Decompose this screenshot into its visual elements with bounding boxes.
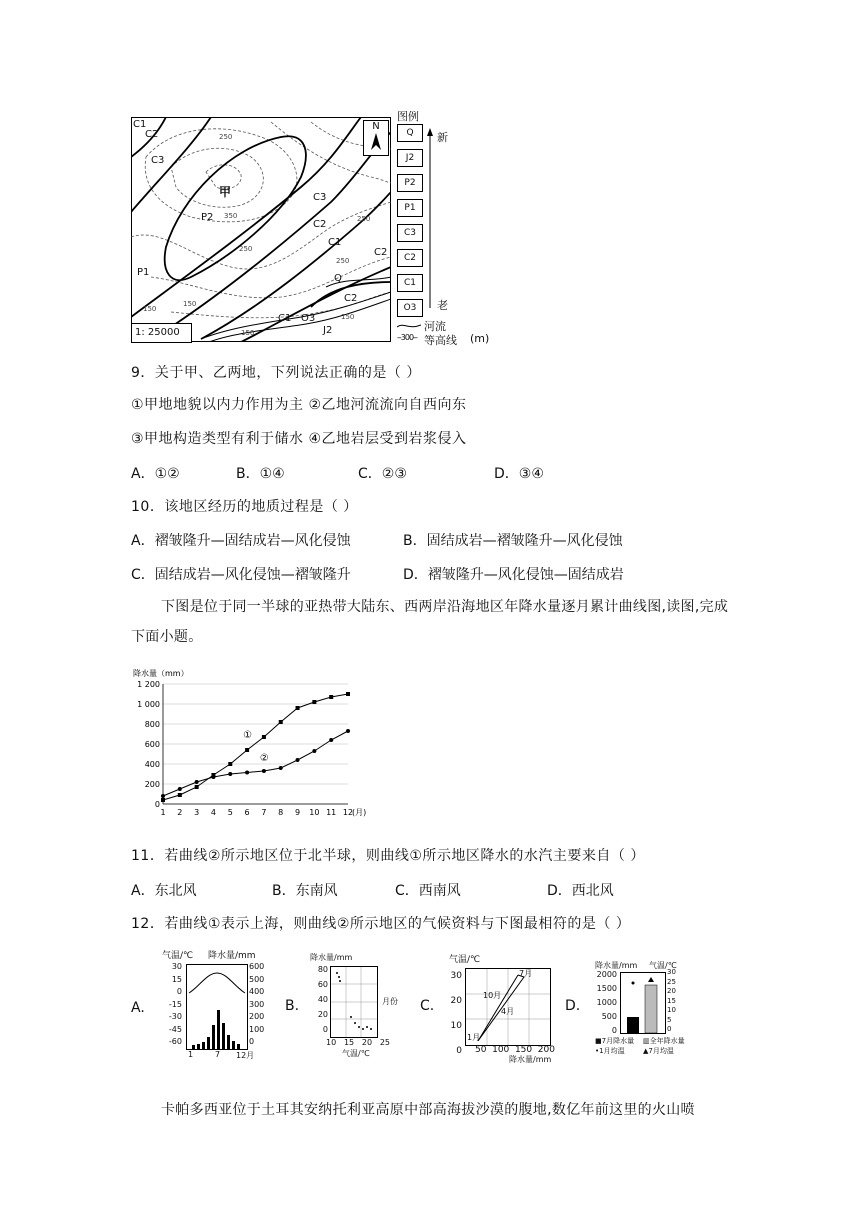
data-point [161, 794, 165, 798]
tick: 30 [667, 968, 676, 976]
chart-c-ylabel: 气温/℃ [449, 955, 481, 965]
data-point [195, 780, 199, 784]
data-point [262, 769, 266, 773]
north-label: N [372, 121, 380, 132]
tick: 0 [176, 987, 182, 996]
legend-item: P2 [397, 174, 423, 192]
tick: 1000 [596, 998, 617, 1007]
tick: 0 [249, 1037, 255, 1046]
y-tick-label: 200 [144, 780, 160, 789]
chart-a-x1: 1 [188, 1050, 194, 1059]
climate-chart-b [306, 952, 431, 1062]
data-point [161, 798, 165, 802]
chart-a-temp-label: 气温/℃ [162, 951, 194, 961]
chart-a-prec-label: 降水量/mm [208, 951, 256, 961]
chart-c-yticks [447, 964, 462, 1064]
label-q: Q [334, 273, 342, 284]
contour-value: 250 [239, 245, 253, 253]
q9-statements-2: ③甲地构造类型有利于储水 ④乙地岩层受到岩浆侵入 [131, 431, 467, 447]
legend-unit: (m) [470, 332, 490, 345]
tick: 5 [667, 1015, 672, 1024]
data-point [346, 692, 350, 696]
tick: 300 [249, 999, 265, 1009]
data-point [228, 772, 232, 776]
tick: 1500 [596, 984, 617, 993]
north-arrow-icon [369, 133, 383, 151]
x-tick-label: 7 [261, 808, 267, 817]
x-tick-label: 2 [177, 808, 183, 817]
q9-stem: 9．关于甲、乙两地，下列说法正确的是（ ） [131, 365, 421, 381]
contour-value: 150 [241, 329, 255, 337]
q9-option-c[interactable]: C．②③ [358, 466, 407, 482]
contour-value: 150 [143, 305, 157, 313]
x-tick-label: 4 [210, 808, 217, 817]
x-axis-label: (月) [352, 808, 367, 817]
chart-a-svg [187, 965, 247, 1049]
data-point [296, 706, 300, 710]
chart-d-left-label: 降水量/mm [595, 961, 638, 970]
chart-a-x7: 7 [215, 1050, 221, 1059]
contour-value: 150 [341, 313, 355, 321]
age-arrow [426, 128, 434, 310]
map-scale: 1: 25000 [131, 323, 192, 343]
chart-b-xlabel: 气温/℃ [342, 1049, 370, 1058]
label-o3: O3 [301, 313, 316, 324]
tick: 0 [667, 1025, 672, 1033]
q10-option-a[interactable]: A．褶皱隆升—固结成岩—风化侵蚀 [131, 533, 351, 549]
chart-c-label-10: 10月 [483, 991, 502, 1000]
chart-d-left-ticks [595, 968, 617, 1038]
legend-item: J2 [397, 149, 423, 167]
river-legend-icon [397, 322, 421, 330]
tick: -60 [168, 1037, 182, 1046]
tick: 0 [456, 1046, 462, 1056]
data-point [279, 766, 283, 770]
tick: 20 [667, 987, 676, 995]
q11-option-d[interactable]: D．西北风 [547, 883, 614, 899]
y-tick-label: 400 [144, 760, 160, 769]
x-tick-label: 1 [160, 808, 166, 817]
x-tick-label: 6 [244, 808, 250, 817]
legend-old: 老 [437, 299, 448, 312]
cumulative-precipitation-chart [131, 664, 421, 824]
geologic-map-svg [131, 117, 391, 342]
tick: 10 [450, 1021, 462, 1031]
label-c2-mid: C2 [313, 219, 327, 230]
label-j2: J2 [323, 325, 333, 336]
chart-c-label-1: 1月 [467, 1033, 481, 1042]
label-c1-top: C1 [133, 119, 147, 130]
label-p1: P1 [137, 267, 150, 278]
tick: 0 [322, 1025, 328, 1034]
chart-b-xticks [326, 1038, 390, 1047]
legend-item: Q [397, 124, 423, 142]
tick: 500 [249, 974, 265, 984]
tick: 80 [317, 965, 328, 974]
contour-value: 350 [224, 212, 238, 220]
tick: 100 [249, 1024, 265, 1034]
intro-paragraph-2: 下图是位于同一半球的亚热带大陆东、西两岸沿海地区年降水量逐月累计曲线图,读图,完成下面小题。 [131, 599, 729, 645]
y-tick-label: 800 [144, 720, 160, 729]
q11-option-c[interactable]: C．西南风 [395, 883, 461, 899]
label-c2-top: C2 [145, 129, 159, 140]
chart-b-ylabel: 降水量/mm [310, 953, 353, 962]
q9-statements-1: ①甲地地貌以内力作用为主 ②乙地河流流向自西向东 [131, 397, 467, 413]
chart-c-xlabel: 降水量/mm [509, 1055, 552, 1064]
y-tick-label: 0 [154, 800, 160, 809]
chart-c-label-7: 7月 [519, 969, 533, 978]
data-point [296, 758, 300, 762]
tick: 600 [249, 962, 265, 971]
label-jia: 甲 [219, 185, 232, 199]
data-point [195, 785, 199, 789]
q12-stem: 12．若曲线①表示上海，则曲线②所示地区的气候资料与下图最相符的是（ ） [131, 916, 631, 932]
x-tick-label: 3 [194, 808, 200, 817]
legend-item: P1 [397, 199, 423, 217]
data-point [279, 720, 283, 724]
geologic-map [131, 117, 391, 342]
q11-option-a[interactable]: A．东北风 [131, 883, 197, 899]
legend-item: O3 [397, 299, 423, 317]
series-label: ② [259, 753, 269, 764]
x-tick-label: 10 [309, 808, 320, 817]
tick: 200 [537, 1045, 555, 1055]
legend-item: C3 [397, 224, 423, 242]
q9-option-b[interactable]: B．①④ [236, 466, 285, 482]
q10-stem: 10．该地区经历的地质过程是（ ） [131, 499, 358, 515]
chart-a-right-ticks [249, 961, 264, 1049]
label-c3-top: C3 [151, 155, 165, 166]
chart-b-plot [330, 966, 378, 1038]
tick: 500 [601, 1012, 617, 1021]
label-p2: P2 [201, 212, 214, 223]
x-tick-label: 12 [342, 808, 354, 817]
series-line [163, 731, 348, 796]
q11-option-b[interactable]: B．东南风 [272, 883, 338, 899]
tick: 2000 [596, 970, 617, 979]
tick: 15 [171, 974, 182, 984]
tick: 10 [667, 1006, 676, 1014]
chart-c-label-4: 4月 [501, 1007, 515, 1016]
data-point [245, 771, 249, 775]
data-point [329, 738, 333, 742]
q10-option-c[interactable]: C．固结成岩—风化侵蚀—褶皱隆升 [131, 567, 351, 583]
chart-b-svg [331, 967, 377, 1037]
tick: 0 [611, 1026, 617, 1035]
tick: -15 [168, 999, 182, 1009]
y-tick-label: 1 000 [137, 700, 160, 709]
x-tick-label: 9 [294, 808, 301, 817]
chart-d-legend-1: ■7月降水量 [595, 1037, 635, 1045]
data-point [178, 793, 182, 797]
contour-value: 150 [183, 300, 197, 308]
tick: 200 [249, 1012, 265, 1021]
tick: 20 [361, 1038, 373, 1047]
data-point [312, 700, 316, 704]
q9-option-a[interactable]: A．①② [131, 466, 180, 482]
data-point [312, 749, 316, 753]
climate-chart-d [593, 960, 713, 1060]
label-c2-low: C2 [344, 293, 358, 304]
climate-chart-a [148, 948, 273, 1063]
label-c2-right: C2 [374, 247, 388, 258]
chart-a-plot [186, 964, 248, 1050]
data-point [329, 695, 333, 699]
label-c1-mid: C1 [328, 237, 342, 248]
tick: 10 [326, 1038, 337, 1047]
tick: 20 [450, 996, 462, 1006]
chart-b-month-label: 月份 [382, 997, 398, 1006]
chart-d-right-label: 气温/℃ [649, 961, 677, 970]
data-point [346, 729, 350, 733]
x-tick-label: 11 [326, 808, 337, 817]
legend-item: C2 [397, 249, 423, 267]
legend-title: 图例 [397, 110, 419, 123]
y-tick-label: 1 200 [137, 680, 160, 689]
tick: 40 [317, 995, 328, 1004]
tick: 100 [492, 1045, 510, 1055]
tick: 25 [667, 977, 676, 986]
chart-d-legend-4: ▲7月均温 [643, 1047, 674, 1055]
data-point [228, 762, 232, 766]
contour-legend-icon: --300-- [397, 333, 417, 342]
tick: 60 [317, 980, 328, 989]
data-point [211, 775, 215, 779]
legend-contour-sample: 300 [400, 333, 414, 342]
q9-option-d[interactable]: D．③④ [494, 466, 544, 482]
tick: -30 [168, 1012, 182, 1021]
chart-d-svg [621, 973, 665, 1033]
q10-option-b[interactable]: B．固结成岩—褶皱隆升—风化侵蚀 [403, 533, 623, 549]
chart-d-right-ticks [667, 968, 676, 1035]
tick: 400 [249, 987, 265, 996]
legend-river: 河流 [424, 320, 446, 333]
y-axis-label: 降水量（mm） [133, 669, 189, 678]
north-arrow [363, 120, 389, 156]
x-tick-label: 5 [227, 808, 233, 817]
climate-chart-c [445, 952, 565, 1062]
chart-a-left-ticks [162, 961, 182, 1049]
data-point [178, 787, 182, 791]
tick: 15 [343, 1038, 355, 1047]
q11-stem: 11．若曲线②所示地区位于北半球，则曲线①所示地区降水的水汽主要来自（ ） [131, 848, 645, 864]
x-tick-label: 8 [278, 808, 284, 817]
q10-option-d[interactable]: D．褶皱隆升—风化侵蚀—固结成岩 [403, 567, 624, 583]
q12-option-d[interactable]: D. [565, 998, 581, 1014]
chart-d-legend-3: •1月均温 [595, 1047, 625, 1055]
data-point [262, 735, 266, 739]
q12-option-a[interactable]: A. [131, 1000, 145, 1016]
label-c1-bottom: C1 [278, 313, 292, 324]
legend-new: 新 [437, 131, 448, 144]
series-label: ① [243, 730, 253, 741]
contour-value: 250 [357, 215, 371, 223]
q12-option-b[interactable]: B. [285, 998, 300, 1014]
tick: 30 [450, 971, 462, 981]
tick: 15 [667, 996, 676, 1005]
label-c3-mid: C3 [313, 192, 327, 203]
legend-item: C1 [397, 274, 423, 292]
data-point [245, 748, 249, 752]
intro-paragraph-3: 卡帕多西亚位于土耳其安纳托利亚高原中部高海拔沙漠的腹地,数亿年前这里的火山喷 [161, 1102, 695, 1118]
contour-value: 250 [336, 257, 350, 265]
chart-b-yticks [312, 962, 328, 1037]
chart-a-x12: 12月 [236, 1051, 255, 1060]
tick: 30 [171, 962, 182, 971]
y-tick-label: 600 [144, 740, 160, 749]
q12-option-c[interactable]: C. [420, 998, 435, 1014]
chart-d-legend-2: ▥全年降水量 [643, 1037, 685, 1045]
tick: 20 [317, 1010, 328, 1019]
tick: 50 [475, 1045, 487, 1055]
tick: 150 [514, 1045, 533, 1055]
legend-contour: 等高线 [424, 334, 457, 347]
chart-d-plot [620, 972, 666, 1034]
tick: 25 [379, 1038, 390, 1047]
contour-value: 250 [219, 133, 233, 141]
tick: -45 [168, 1024, 182, 1034]
